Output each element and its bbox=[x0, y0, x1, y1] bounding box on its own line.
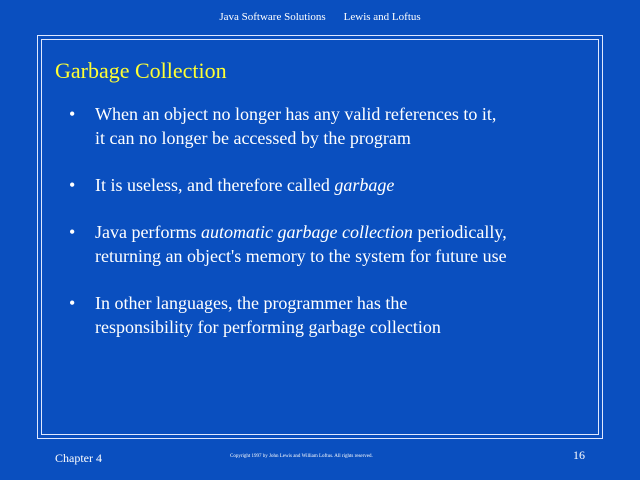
bullet-text bbox=[95, 220, 589, 268]
bullet-item bbox=[69, 173, 589, 197]
bullet-line bbox=[95, 220, 589, 244]
copyright-notice: Copyright 1997 by John Lewis and William Loftus. All rights reserved. bbox=[230, 454, 373, 459]
emphasized-term: automatic garbage collection bbox=[200, 222, 413, 242]
bullet-line: it can no longer be accessed by the program bbox=[95, 128, 411, 148]
course-title: Java Software Solutions bbox=[219, 11, 326, 23]
bullet-line: When an object no longer has any valid references to it, bbox=[95, 104, 497, 124]
bullet-icon: • bbox=[69, 175, 76, 195]
slide-title: Garbage Collection bbox=[55, 58, 227, 83]
slide-header bbox=[0, 10, 640, 24]
bullet-text bbox=[95, 291, 589, 339]
bullet-text bbox=[95, 102, 589, 150]
bullet-text-segment: It is useless, and therefore called bbox=[95, 175, 335, 195]
bullet-line bbox=[95, 173, 589, 197]
bullet-item bbox=[69, 291, 589, 339]
bullet-text-segment: Java performs bbox=[95, 222, 201, 242]
bullet-line: returning an object's memory to the system for future use bbox=[95, 246, 507, 266]
bullet-list bbox=[69, 102, 589, 339]
bullet-icon: • bbox=[69, 222, 76, 242]
bullet-icon: • bbox=[69, 293, 76, 313]
authors: Lewis and Loftus bbox=[343, 11, 421, 23]
bullet-item bbox=[69, 220, 589, 268]
bullet-line: In other languages, the programmer has the bbox=[95, 293, 408, 313]
bullet-text bbox=[95, 173, 589, 197]
emphasized-term: garbage bbox=[334, 175, 395, 195]
bullet-line: responsibility for performing garbage collection bbox=[95, 317, 441, 337]
bullet-item bbox=[69, 102, 589, 150]
bullet-text-segment: periodically, bbox=[412, 222, 507, 242]
bullet-icon: • bbox=[69, 104, 76, 124]
page-number: 16 bbox=[573, 448, 585, 462]
chapter-label: Chapter 4 bbox=[55, 451, 102, 465]
